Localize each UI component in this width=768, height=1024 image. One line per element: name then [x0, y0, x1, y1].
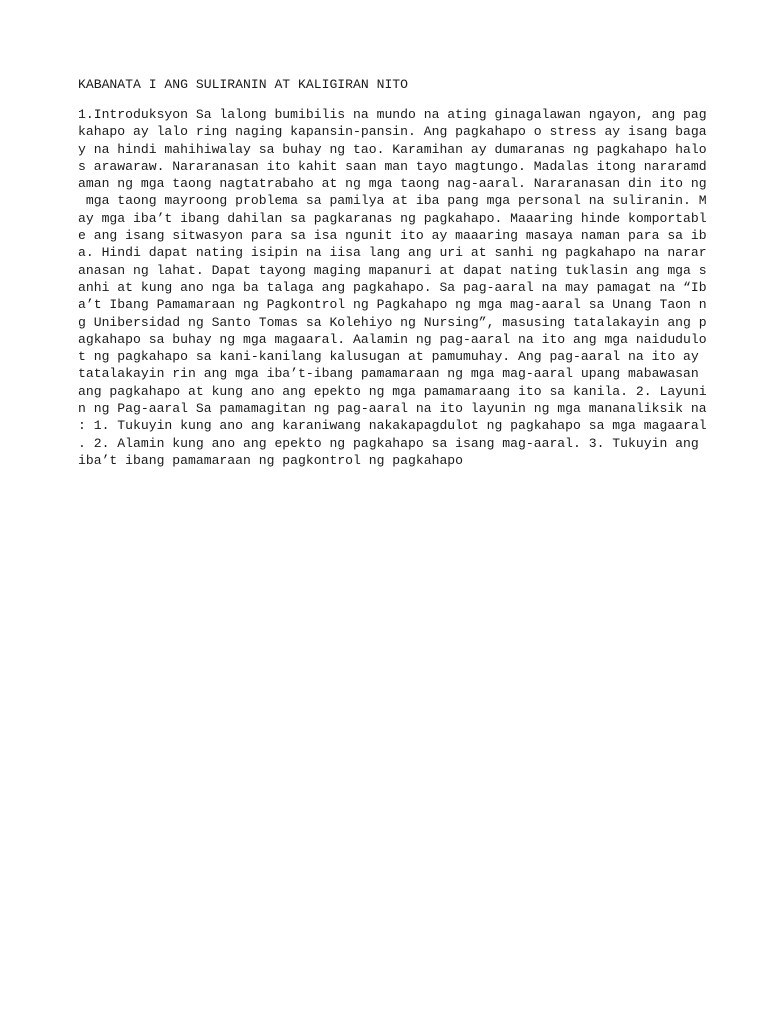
body-line-8: e ang isang sitwasyon para sa isa ngunit ito ay maaaring masaya naman para sa ib: [78, 228, 707, 244]
body-line-4: s arawaraw. Nararanasan ito kahit saan man tayo magtungo. Madalas itong nararamd: [78, 158, 707, 174]
body-line-9: a. Hindi dapat nating isipin na iisa lang ang uri at sanhi ng pagkahapo na narar: [78, 245, 707, 261]
body-line-19: : 1. Tukuyin kung ano ang karaniwang nakakapagdulot ng pagkahapo sa mga magaaral: [78, 418, 707, 434]
body-line-18: n ng Pag-aaral Sa pamamagitan ng pag-aaral na ito layunin ng mga mananaliksik na: [78, 401, 707, 417]
body-line-17: ang pagkahapo at kung ano ang epekto ng mga pamamaraang ito sa kanila. 2. Layuni: [78, 383, 707, 399]
body-line-7: ay mga iba’t ibang dahilan sa pagkaranas ng pagkahapo. Maaaring hinde komportabl: [78, 210, 707, 226]
body-line-3: y na hindi mahihiwalay sa buhay ng tao. Karamihan ay dumaranas ng pagkahapo halo: [78, 141, 707, 157]
body-line-20: . 2. Alamin kung ano ang epekto ng pagkahapo sa isang mag-aaral. 3. Tukuyin ang: [78, 435, 699, 451]
document-title: KABANATA I ANG SULIRANIN AT KALIGIRAN NITO: [78, 77, 409, 92]
body-line-10: anasan ng lahat. Dapat tayong maging mapanuri at dapat nating tuklasin ang mga s: [78, 262, 707, 278]
body-line-5: aman ng mga taong nagtatrabaho at ng mga taong nag-aaral. Nararanasan din ito ng: [78, 176, 707, 192]
body-line-16: tatalakayin rin ang mga iba’t-ibang pamamaraan ng mga mag-aaral upang mabawasan: [78, 366, 699, 382]
body-line-21: iba’t ibang pamamaraan ng pagkontrol ng pagkahapo: [78, 452, 464, 468]
body-line-14: agkahapo sa buhay ng mga magaaral. Aalamin ng pag-aaral na ito ang mga naidudulo: [78, 331, 707, 347]
body-line-13: g Unibersidad ng Santo Tomas sa Kolehiyo ng Nursing”, masusing tatalakayin ang p: [78, 314, 707, 330]
body-line-12: a’t Ibang Pamamaraan ng Pagkontrol ng Pagkahapo ng mga mag-aaral sa Unang Taon n: [78, 297, 707, 313]
body-line-11: anhi at kung ano nga ba talaga ang pagkahapo. Sa pag-aaral na may pamagat na “Ib: [78, 279, 707, 295]
body-line-1: 1.Introduksyon Sa lalong bumibilis na mundo na ating ginagalawan ngayon, ang pag: [78, 107, 707, 122]
body-line-15: t ng pagkahapo sa kani-kanilang kalusugan at pamumuhay. Ang pag-aaral na ito ay: [78, 349, 699, 365]
document-body: [78, 106, 718, 469]
body-line-2: kahapo ay lalo ring naging kapansin-pansin. Ang pagkahapo o stress ay isang baga: [78, 124, 707, 140]
body-line-6: mga taong mayroong problema sa pamilya at iba pang mga personal na suliranin. M: [78, 193, 707, 209]
